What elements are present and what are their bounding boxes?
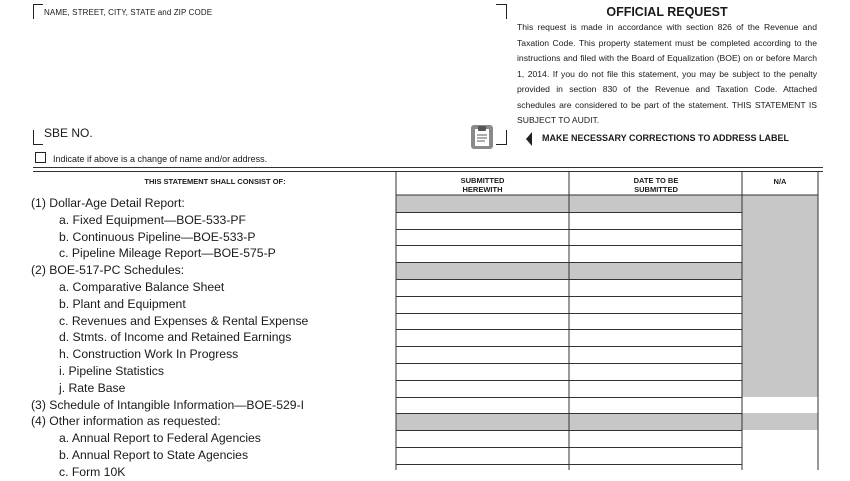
list-item: i. Pipeline Statistics: [59, 363, 164, 378]
list-item: a. Annual Report to Federal Agencies: [59, 431, 261, 446]
na-shaded-block: [742, 195, 818, 397]
list-item: (3) Schedule of Intangible Information—BOE-529-I: [31, 397, 305, 412]
list-item: h. Construction Work In Progress: [59, 347, 239, 362]
list-item: b. Continuous Pipeline—BOE-533-P: [59, 229, 256, 244]
list-item: a. Comparative Balance Sheet: [59, 279, 225, 294]
change-of-address-label: Indicate if above is a change of name and/or address.: [53, 154, 268, 164]
list-item: c. Form 10K: [59, 464, 126, 479]
list-item: (4) Other information as requested:: [31, 414, 221, 429]
list-item: b. Annual Report to State Agencies: [59, 447, 249, 462]
list-item: (1) Dollar-Age Detail Report:: [31, 196, 185, 210]
list-item: c. Pipeline Mileage Report—BOE-575-P: [59, 246, 276, 261]
list-item: d. Stmts. of Income and Retained Earnings: [59, 330, 292, 345]
address-label: NAME, STREET, CITY, STATE and ZIP CODE: [44, 8, 213, 17]
list-item: b. Plant and Equipment: [59, 296, 186, 311]
corrections-instruction: MAKE NECESSARY CORRECTIONS TO ADDRESS LABEL: [542, 133, 790, 143]
list-item: c. Revenues and Expenses & Rental Expense: [59, 313, 309, 328]
column-header-na: N/A: [773, 177, 787, 186]
list-item: (2) BOE-517-PC Schedules:: [31, 263, 185, 278]
column-header-date: DATE TO BE SUBMITTED: [633, 176, 679, 194]
column-header-submitted: SUBMITTED HEREWITH: [460, 176, 505, 194]
sbe-number-label: SBE NO.: [44, 126, 93, 140]
na-shaded-block: [742, 413, 818, 430]
official-request-body: This request is made in accordance with section 826 of the Revenue and Taxation Code. This property statement must be completed according to the instructions and filed with the Board of Equalization (BOE) on or before March 1, 2014. If you do not file this statement, you may be subject to the penalty provided in section 830 of the Revenue and Taxation Code. Attached schedules are considered to be part of the statement. THIS STATEMENT IS SUBJECT TO AUDIT.: [517, 22, 817, 125]
column-header-consist: THIS STATEMENT SHALL CONSIST OF:: [144, 177, 286, 186]
list-item: a. Fixed Equipment—BOE-533-PF: [59, 212, 246, 227]
official-request-title: OFFICIAL REQUEST: [606, 5, 728, 19]
list-item: j. Rate Base: [59, 380, 126, 395]
statement-items: [31, 195, 308, 481]
